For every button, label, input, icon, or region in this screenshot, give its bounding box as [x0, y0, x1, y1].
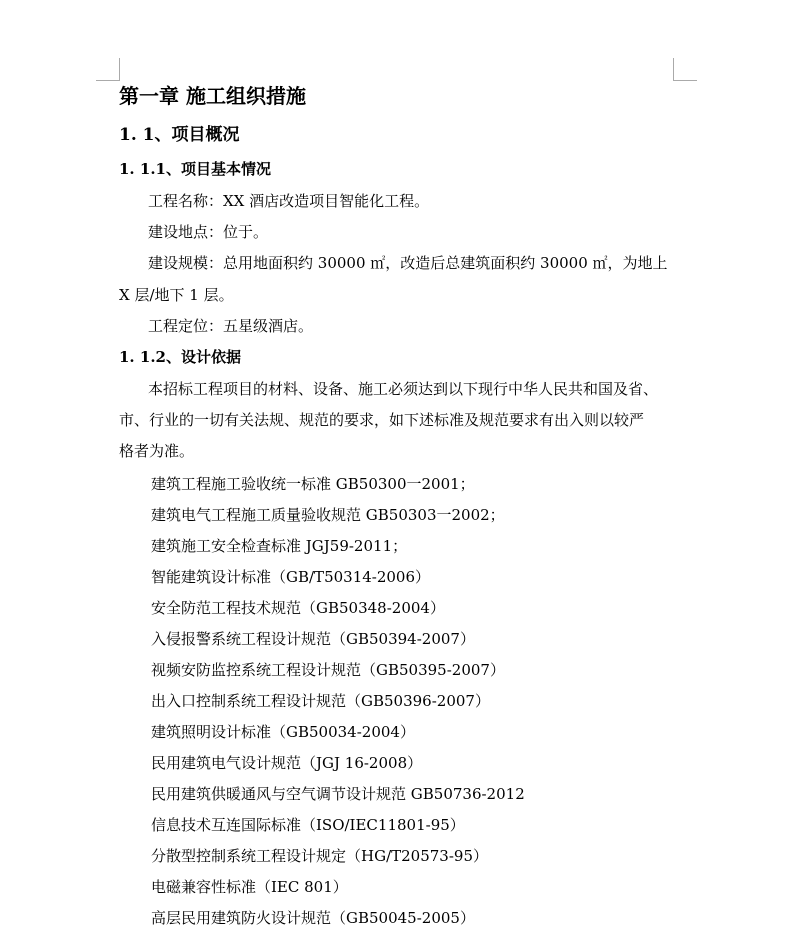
- standard-item: 分散型控制系统工程设计规定（HG/T20573-95）: [151, 847, 488, 865]
- standard-item: 出入口控制系统工程设计规范（GB50396-2007）: [151, 692, 490, 710]
- standard-item: 建筑工程施工验收统一标准 GB50300一2001；: [151, 475, 475, 493]
- project-scale-line-2: X 层/地下 1 层。: [119, 286, 234, 304]
- crop-mark-top-right-vertical: [673, 58, 674, 80]
- crop-mark-top-left-horizontal: [96, 80, 120, 81]
- project-location-line: 建设地点：位于。: [148, 223, 269, 241]
- chapter-title: 第一章 施工组织措施: [119, 84, 306, 108]
- project-scale-line-1: 建设规模：总用地面积约 30000 ㎡，改造后总建筑面积约 30000 ㎡，为地上: [148, 254, 668, 272]
- basis-paragraph-line-2: 市、行业的一切有关法规、规范的要求，如下述标准及规范要求有出入则以较严: [119, 411, 645, 429]
- crop-mark-top-left-vertical: [119, 58, 120, 80]
- standard-item: 民用建筑供暖通风与空气调节设计规范 GB50736-2012: [151, 785, 525, 803]
- section-heading-1-1-2: 1. 1.2、设计依据: [119, 348, 241, 366]
- section-heading-1-1: 1. 1、项目概况: [119, 125, 240, 145]
- standard-item: 安全防范工程技术规范（GB50348-2004）: [151, 599, 445, 617]
- standard-item: 建筑施工安全检查标准 JGJ59-2011；: [151, 537, 408, 555]
- standard-item: 民用建筑电气设计规范（JGJ 16-2008）: [151, 754, 423, 772]
- standard-item: 视频安防监控系统工程设计规范（GB50395-2007）: [151, 661, 505, 679]
- standard-item: 入侵报警系统工程设计规范（GB50394-2007）: [151, 630, 475, 648]
- section-heading-1-1-1: 1. 1.1、项目基本情况: [119, 160, 271, 178]
- standard-item: 建筑电气工程施工质量验收规范 GB50303一2002；: [151, 506, 505, 524]
- basis-paragraph-line-1: 本招标工程项目的材料、设备、施工必须达到以下现行中华人民共和国及省、: [148, 380, 659, 398]
- standard-item: 电磁兼容性标准（IEC 801）: [151, 878, 348, 896]
- standard-item: 建筑照明设计标准（GB50034-2004）: [151, 723, 415, 741]
- crop-mark-top-right-horizontal: [673, 80, 697, 81]
- standard-item: 高层民用建筑防火设计规范（GB50045-2005）: [151, 909, 475, 927]
- standard-item: 信息技术互连国际标准（ISO/IEC11801-95）: [151, 816, 465, 834]
- standard-item: 智能建筑设计标准（GB/T50314-2006）: [151, 568, 431, 586]
- project-name-line: 工程名称：XX 酒店改造项目智能化工程。: [148, 192, 430, 210]
- project-positioning-line: 工程定位：五星级酒店。: [148, 317, 314, 335]
- basis-paragraph-line-3: 格者为准。: [119, 442, 195, 460]
